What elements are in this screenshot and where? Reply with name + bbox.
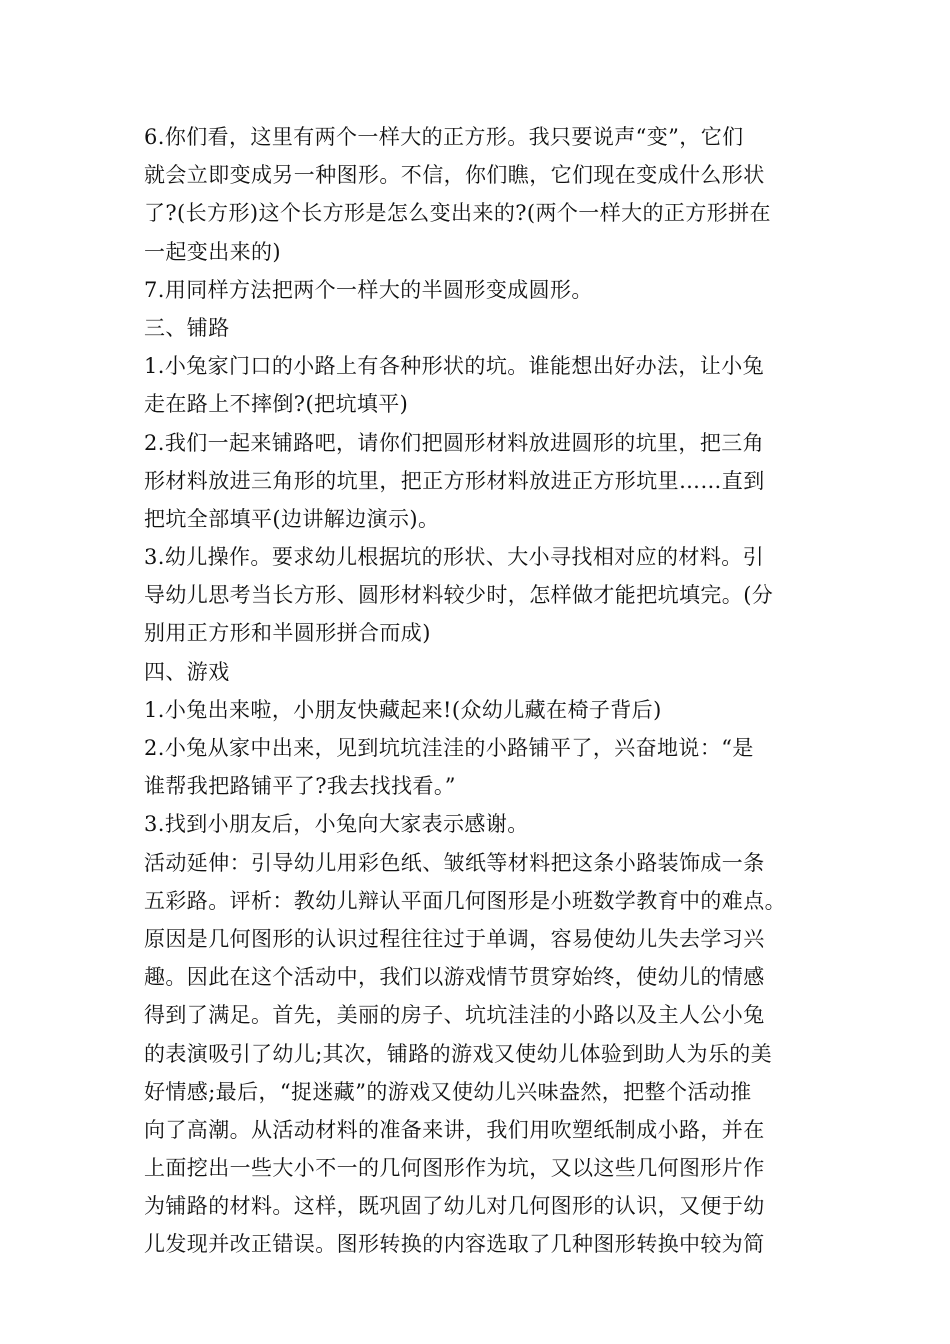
text-line: 2.小兔从家中出来，见到坑坑洼洼的小路铺平了，兴奋地说：“是 (144, 736, 754, 760)
text-line: 3.幼儿操作。要求幼儿根据坑的形状、大小寻找相对应的材料。引 (144, 545, 765, 570)
text-line: 了?(长方形)这个长方形是怎么变出来的?(两个一样大的正方形拼在 (144, 201, 771, 226)
document-page (144, 118, 824, 1264)
text-line: 好情感;最后，“捉迷藏”的游戏又使幼儿兴味盎然，把整个活动推 (144, 1079, 752, 1104)
text-line: 得到了满足。首先，美丽的房子、坑坑洼洼的小路以及主人公小兔 (144, 1003, 765, 1028)
section-heading: 四、游戏 (144, 659, 230, 684)
text-line: 活动延伸：引导幼儿用彩色纸、皱纸等材料把这条小路装饰成一条 (144, 850, 765, 875)
text-line: 走在路上不摔倒?(把坑填平) (144, 392, 409, 417)
text-line: 五彩路。评析：教幼儿辩认平面几何图形是小班数学教育中的难点。 (144, 888, 786, 913)
text-line: 就会立即变成另一种图形。不信，你们瞧，它们现在变成什么形状 (144, 163, 765, 188)
text-line: 为铺路的材料。这样，既巩固了幼儿对几何图形的认识，又便于幼 (144, 1194, 765, 1219)
text-line: 原因是几何图形的认识过程往往过于单调，容易使幼儿失去学习兴 (144, 926, 765, 951)
text-line: 3.找到小朋友后，小兔向大家表示感谢。 (144, 812, 529, 837)
text-line: 趣。因此在这个活动中，我们以游戏情节贯穿始终，使幼儿的情感 (144, 965, 765, 990)
text-line: 6.你们看，这里有两个一样大的正方形。我只要说声“变”，它们 (144, 125, 744, 149)
section-heading: 三、铺路 (144, 315, 230, 340)
text-line: 别用正方形和半圆形拼合而成) (144, 621, 431, 646)
text-line: 向了高潮。从活动材料的准备来讲，我们用吹塑纸制成小路，并在 (144, 1117, 765, 1142)
text-line: 儿发现并改正错误。图形转换的内容选取了几种图形转换中较为简 (144, 1232, 765, 1257)
text-line: 7.用同样方法把两个一样大的半圆形变成圆形。 (144, 277, 593, 302)
text-line: 的表演吸引了幼儿;其次，铺路的游戏又使幼儿体验到助人为乐的美 (144, 1041, 773, 1066)
text-line: 把坑全部填平(边讲解边演示)。 (144, 506, 440, 531)
text-line: 一起变出来的) (144, 239, 281, 264)
text-line: 1.小兔家门口的小路上有各种形状的坑。谁能想出好办法，让小兔 (144, 354, 765, 379)
text-line: 谁帮我把路铺平了?我去找找看。” (144, 774, 456, 799)
text-line: 形材料放进三角形的坑里，把正方形材料放进正方形坑里……直到 (144, 468, 765, 493)
text-line: 上面挖出一些大小不一的几何图形作为坑，又以这些几何图形片作 (144, 1156, 765, 1181)
text-line: 导幼儿思考当长方形、圆形材料较少时，怎样做才能把坑填完。(分 (144, 583, 774, 608)
text-line: 2.我们一起来铺路吧，请你们把圆形材料放进圆形的坑里，把三角 (144, 430, 765, 455)
text-line: 1.小兔出来啦，小朋友快藏起来!(众幼儿藏在椅子背后) (144, 697, 662, 722)
